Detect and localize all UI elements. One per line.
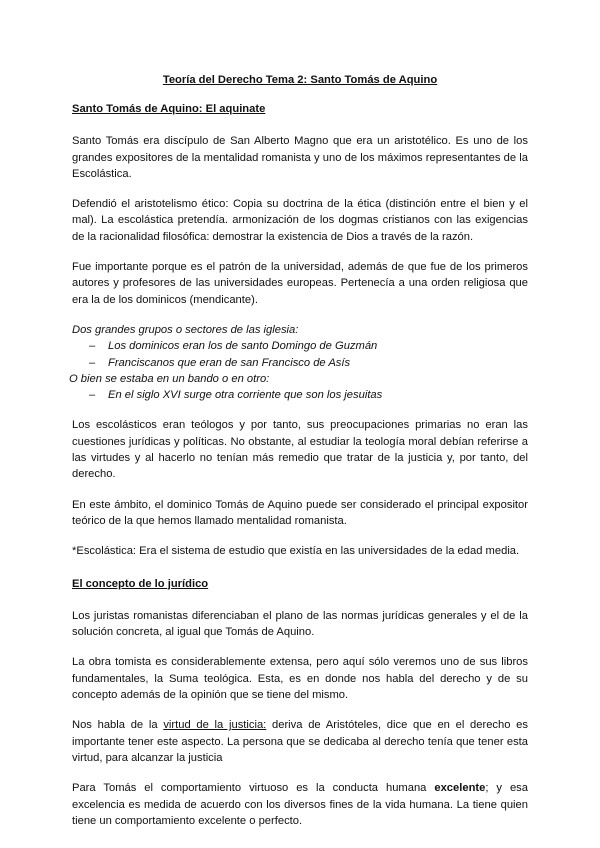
groups-intro: Dos grandes grupos o sectores de las iglesia: bbox=[72, 323, 299, 336]
paragraph: Santo Tomás era discípulo de San Alberto Magno que era un aristotélico. Es uno de los grandes expositores de la mentalidad romanista y uno de los máximos representantes de la Escolástica. bbox=[72, 135, 528, 180]
document-body bbox=[69, 101, 529, 829]
paragraph: Los juristas romanistas diferenciaban el plano de las normas jurídicas generales y el de la solución concreta, al igual que Tomás de Aquino. bbox=[72, 609, 528, 639]
paragraph: La obra tomista es considerablemente extensa, pero aquí sólo veremos uno de sus libros fundamentales, la Suma teológica. Esta, es en donde nos habla del derecho y de su concepto además de la opinión que se tiene del mismo. bbox=[72, 656, 528, 702]
text-run: ; y esa excelencia es medida de acuerdo con los diversos fines de la vida humana. La tiene quien tiene un comportamiento excelente o perfecto. bbox=[72, 782, 528, 827]
text-run: Nos habla de la bbox=[72, 719, 164, 732]
alt-list bbox=[72, 387, 528, 403]
paragraph: En este ámbito, el dominico Tomás de Aquino puede ser considerado el principal expositor teórico de la que hemos llamado mentalidad romanista. bbox=[72, 498, 528, 527]
list-item: – Los dominicos eran los de santo Domingo de Guzmán bbox=[89, 338, 528, 354]
text-run: Para Tomás el comportamiento virtuoso es la conducta humana bbox=[72, 782, 435, 795]
paragraph bbox=[72, 717, 528, 766]
underlined-term: virtud de la justicia: bbox=[163, 719, 267, 732]
list-item: – Franciscanos que eran de san Francisco de Asís bbox=[89, 355, 528, 371]
bold-term: excelente bbox=[434, 782, 486, 795]
groups-list bbox=[72, 338, 528, 371]
text-run: deriva de Aristóteles, dice que en el derecho es importante tener este aspecto. La persona que se dedicaba al derecho tenía que tener esta virtud, para alcanzar la justicia bbox=[72, 719, 529, 764]
footnote-escolastica: *Escolástica: Era el sistema de estudio que existía en las universidades de la edad media. bbox=[72, 545, 520, 558]
list-item: – En el siglo XVI surge otra corriente que son los jesuitas bbox=[89, 387, 528, 403]
paragraph: Defendió el aristotelismo ético: Copia su doctrina de la ética (distinción entre el bien y el mal). La escolástica pretendía. armonización de los dogmas cristianos con las exigencias de la racionalidad filosófica: demostrar la existencia de Dios a través de la razón. bbox=[72, 198, 528, 243]
paragraph: Fue importante porque es el patrón de la universidad, además de que fue de los primeros autores y profesores de las universidades europeas. Pertenecía a una orden religiosa que era la de los dominicos (mendicante). bbox=[72, 261, 528, 306]
alt-intro: O bien se estaba en un bando o en otro: bbox=[69, 372, 270, 385]
paragraph bbox=[72, 780, 528, 829]
document-title: Teoría del Derecho Tema 2: Santo Tomás de Aquino bbox=[162, 74, 438, 86]
section-heading-aquinate: Santo Tomás de Aquino: El aquinate bbox=[72, 103, 266, 115]
paragraph: Los escolásticos eran teólogos y por tanto, sus preocupaciones primarias no eran las cuestiones jurídicas y políticas. No obstante, al estudiar la teología moral debían referirse a las virtudes y al hacerlo no tenían más remedio que tratar de la justicia y, por tanto, del derecho. bbox=[72, 419, 528, 481]
section-heading-juridico: El concepto de lo jurídico bbox=[72, 577, 209, 590]
